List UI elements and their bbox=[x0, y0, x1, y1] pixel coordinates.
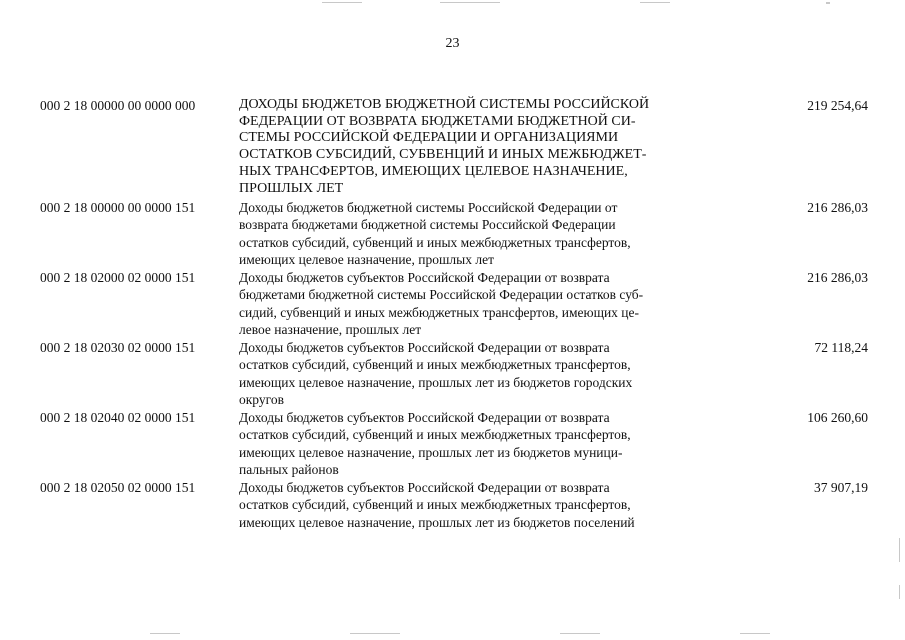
description-line: остатков субсидий, субвенций и иных межбюджетных трансфертов, bbox=[239, 427, 631, 443]
scan-artifact bbox=[322, 2, 362, 3]
amount-value: 37 907,19 bbox=[814, 480, 868, 495]
description-line: имеющих целевое назначение, прошлых лет bbox=[239, 251, 494, 267]
amount-value: 219 254,64 bbox=[807, 98, 868, 113]
budget-code: 000 2 18 02050 02 0000 151 bbox=[40, 480, 196, 495]
table-row bbox=[40, 269, 868, 339]
budget-code: 000 2 18 02000 02 0000 151 bbox=[40, 270, 196, 285]
amount-value: 72 118,24 bbox=[814, 340, 868, 355]
amount-value: 216 286,03 bbox=[807, 200, 868, 215]
amount-value: 216 286,03 bbox=[807, 270, 868, 285]
scan-artifact bbox=[826, 2, 830, 4]
scan-artifact bbox=[899, 585, 900, 599]
row-description bbox=[239, 339, 709, 408]
description-line: остатков субсидий, субвенций и иных межбюджетных трансфертов, bbox=[239, 234, 631, 250]
description-line: ПРОШЛЫХ ЛЕТ bbox=[239, 180, 344, 196]
table-row bbox=[40, 339, 868, 409]
description-line: имеющих целевое назначение, прошлых лет из бюджетов муници- bbox=[239, 444, 623, 460]
description-line: бюджетами бюджетной системы Российской Федерации остатков суб- bbox=[239, 287, 644, 303]
description-line: имеющих целевое назначение, прошлых лет из бюджетов городских bbox=[239, 374, 633, 390]
budget-code: 000 2 18 02030 02 0000 151 bbox=[40, 340, 196, 355]
description-line: ОСТАТКОВ СУБСИДИЙ, СУБВЕНЦИЙ И ИНЫХ МЕЖБЮДЖЕТ- bbox=[239, 147, 647, 163]
table-row bbox=[40, 409, 868, 479]
description-line: Доходы бюджетов субъектов Российской Федерации от возврата bbox=[239, 340, 610, 355]
description-line: Доходы бюджетов бюджетной системы Российской Федерации от bbox=[239, 200, 618, 215]
description-line: Доходы бюджетов субъектов Российской Федерации от возврата bbox=[239, 480, 610, 495]
page-number: 23 bbox=[445, 36, 460, 51]
description-line: левое назначение, прошлых лет bbox=[239, 321, 422, 337]
table-row bbox=[40, 97, 868, 199]
row-description bbox=[239, 479, 709, 531]
description-line: Доходы бюджетов субъектов Российской Федерации от возврата bbox=[239, 270, 610, 285]
description-line: ФЕДЕРАЦИИ ОТ ВОЗВРАТА БЮДЖЕТАМИ БЮДЖЕТНОЙ СИ- bbox=[239, 113, 636, 129]
budget-code: 000 2 18 02040 02 0000 151 bbox=[40, 410, 196, 425]
table-row bbox=[40, 199, 868, 269]
description-line: НЫХ ТРАНСФЕРТОВ, ИМЕЮЩИХ ЦЕЛЕВОЕ НАЗНАЧЕНИЕ, bbox=[239, 163, 628, 179]
budget-code: 000 2 18 00000 00 0000 000 bbox=[40, 98, 196, 113]
scan-artifact bbox=[440, 2, 500, 3]
scan-artifact bbox=[150, 633, 180, 634]
description-line: пальных районов bbox=[239, 461, 339, 477]
description-line: имеющих целевое назначение, прошлых лет из бюджетов поселений bbox=[239, 514, 635, 530]
amount-value: 106 260,60 bbox=[807, 410, 868, 425]
description-line: округов bbox=[239, 391, 284, 407]
description-line: ДОХОДЫ БЮДЖЕТОВ БЮДЖЕТНОЙ СИСТЕМЫ РОССИЙСКОЙ bbox=[239, 97, 650, 112]
description-line: возврата бюджетами бюджетной системы Российской Федерации bbox=[239, 217, 616, 233]
scan-artifact bbox=[350, 633, 400, 634]
table-row bbox=[40, 479, 868, 533]
description-line: Доходы бюджетов субъектов Российской Федерации от возврата bbox=[239, 410, 610, 425]
description-line: сидий, субвенций и иных межбюджетных трансфертов, имеющих це- bbox=[239, 304, 640, 320]
description-line: остатков субсидий, субвенций и иных межбюджетных трансфертов, bbox=[239, 497, 631, 513]
description-line: СТЕМЫ РОССИЙСКОЙ ФЕДЕРАЦИИ И ОРГАНИЗАЦИЯМИ bbox=[239, 130, 619, 146]
row-description bbox=[239, 199, 709, 268]
row-description bbox=[239, 409, 709, 478]
budget-table bbox=[40, 97, 868, 533]
budget-code: 000 2 18 00000 00 0000 151 bbox=[40, 200, 196, 215]
scan-artifact bbox=[640, 2, 670, 3]
scan-artifact bbox=[740, 633, 770, 634]
scan-artifact bbox=[899, 538, 900, 562]
row-description bbox=[239, 269, 709, 338]
description-line: остатков субсидий, субвенций и иных межбюджетных трансфертов, bbox=[239, 357, 631, 373]
scan-artifact bbox=[560, 633, 600, 634]
row-description bbox=[239, 97, 709, 197]
